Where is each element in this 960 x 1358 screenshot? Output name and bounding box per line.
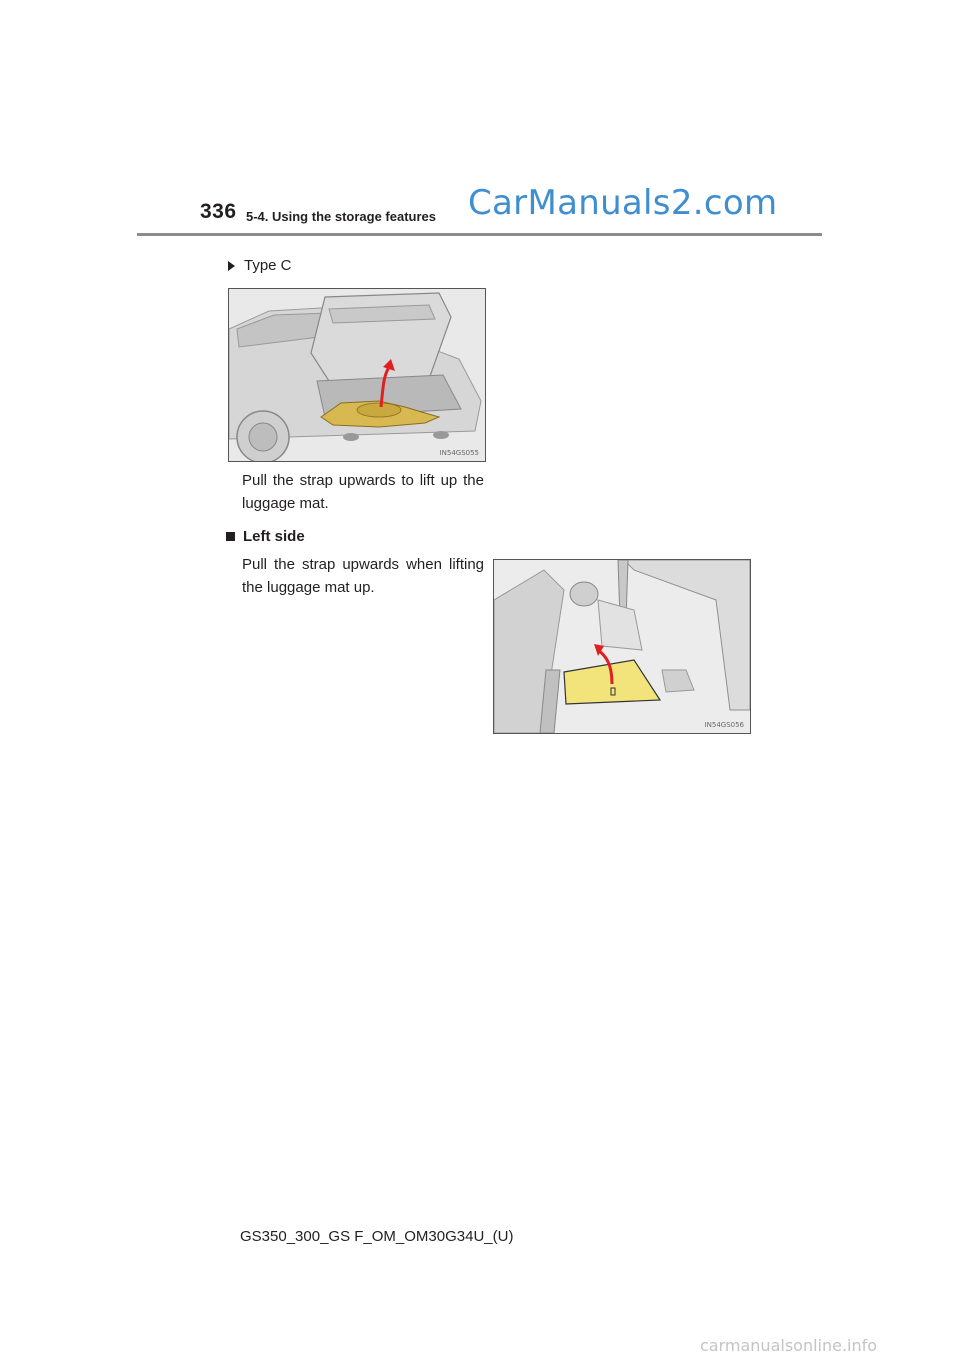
type-c-label-text: Type C (244, 257, 292, 274)
figure-code-2: IN54GS056 (704, 721, 744, 729)
document-code: GS350_300_GS F_OM_OM30G34U_(U) (240, 1228, 514, 1245)
triangle-bullet-icon (228, 261, 235, 271)
left-side-heading (226, 528, 305, 545)
left-side-description: Pull the strap upwards when lifting the luggage mat up. (242, 556, 484, 596)
left-side-heading-text: Left side (243, 528, 305, 545)
bottom-watermark: carmanualsonline.info (700, 1336, 878, 1355)
square-bullet-icon (226, 532, 235, 541)
trunk-luggage-mat-illustration (228, 288, 486, 462)
type-c-label (228, 257, 292, 274)
section-title: 5-4. Using the storage features (246, 209, 436, 224)
page-number: 336 (200, 200, 237, 223)
type-c-description: Pull the strap upwards to lift up the luggage mat. (242, 472, 484, 512)
figure-code-1: IN54GS055 (439, 449, 479, 457)
left-side-compartment-illustration (493, 559, 751, 734)
header-rule (137, 233, 822, 236)
watermark: CarManuals2.com (468, 183, 778, 223)
